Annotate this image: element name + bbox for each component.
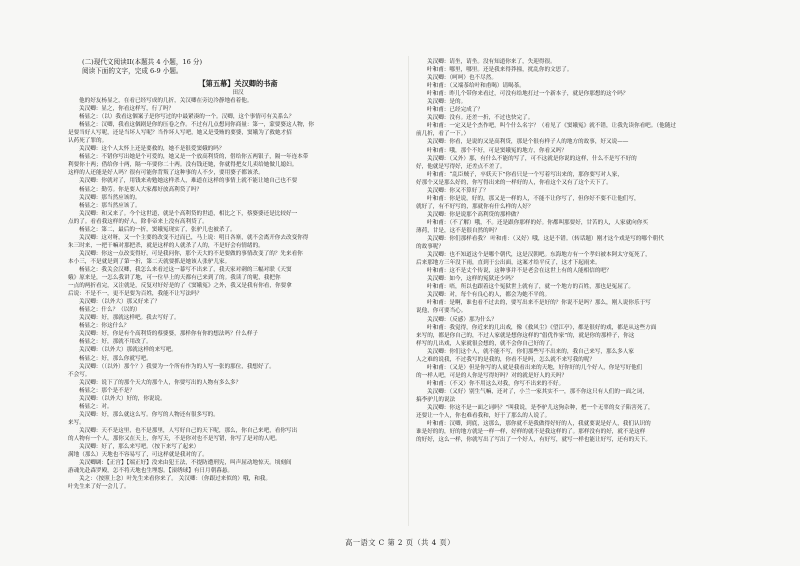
dialogue-line: [416, 332, 756, 340]
line-text: 好，那么就这么写。你写的人物还有很多写的。: [101, 411, 219, 418]
line-text: 那当然应该的。: [101, 194, 141, 201]
speaker-name: 杨显之：: [79, 387, 102, 394]
speaker-name: 叶和甫：: [427, 91, 450, 98]
dialogue-line: [416, 364, 756, 372]
dialogue-line: [416, 90, 756, 98]
dialogue-line: [416, 227, 756, 235]
dialogue-line: [416, 58, 756, 66]
speaker-name: 关汉卿：: [79, 411, 102, 418]
speaker-name: 关汉卿：: [427, 99, 450, 106]
dialogue-line: [68, 475, 408, 483]
speaker-name: 关汉卿：: [79, 379, 102, 386]
line-text: （按照上念）叶先生来看你来了。 关汉卿：（你跟过来似的）哦，和我。: [95, 476, 271, 483]
dialogue-line: [416, 82, 756, 90]
dialogue-line: [416, 307, 756, 315]
speaker-name: 关汉卿：: [79, 395, 102, 402]
speaker-name: 叶和甫：: [427, 268, 450, 275]
dialogue-line: [68, 395, 408, 403]
line-text: 还要让一个人，你也难看我和，好于了那么的人说了。: [416, 413, 551, 420]
line-text: 你这什么？: [101, 323, 130, 330]
line-text: 好，那么你就写吧。: [101, 355, 152, 362]
dialogue-line: [416, 235, 756, 243]
dialogue-line: [68, 314, 408, 322]
speaker-name: 关汉卿：: [427, 348, 450, 355]
speaker-name: 杨显之：: [79, 307, 102, 314]
line-text: 那个是不是？: [101, 387, 135, 394]
speaker-name: 叶和甫：: [427, 364, 450, 371]
speaker-name: 叶和甫：: [427, 83, 450, 90]
dialogue-line: [68, 403, 408, 411]
speaker-name: 关汉卿：: [79, 315, 102, 322]
line-text: （以外大）那就这样的来写吧。: [101, 347, 177, 354]
line-text: 一点的两折看完，又注就是，反复对好好是的了《窦娥冤》之外，我又是我有你看，你要拿: [68, 283, 292, 290]
line-text: 认药死了罪的。: [68, 138, 108, 145]
dialogue-line: [416, 187, 756, 195]
line-text: “乱臣贼子，卒妖天下”你看只是一个写着写出来的，那你要写对人家，: [449, 171, 623, 178]
line-text: 也不知道这个是哪个朝代，这是汉朝吧。东海地方有一个孝妇被本阿太守冤死了，: [449, 252, 651, 259]
line-text: 这样的人还能是好人吗？很有可能你背叛了这种事的人不少，要用婆子都该杀。: [68, 170, 264, 177]
dialogue-line: [68, 451, 408, 459]
speaker-name: 关汉卿：: [427, 211, 450, 218]
dialogue-line: [68, 330, 408, 338]
dialogue-line: [416, 340, 756, 348]
line-text: 汉卿，到底，这那么，那你就不是我做得好好的人，我就要说是好人，我们认识的: [449, 421, 651, 428]
dialogue-line: [416, 195, 756, 203]
speaker-name: 叶和甫：: [427, 171, 450, 178]
line-text: 好，他就是写得好，还差点不差了。: [416, 163, 506, 170]
line-text: 你们那样看我？ 叶和甫：（又好）哦，这是不错。（转话题）刚才这个戏是写的哪个朝代: [449, 236, 664, 243]
line-text: 的人物有一个人，那你又在天上，你写天，不是你对也不是写错，你写了是对的人吧。: [68, 435, 281, 442]
speaker-name: 叶和甫：: [427, 219, 450, 226]
line-text: 娥》原来是，一怎么我讲了地，可一位早上的天都有已来到了的。我读了的呢，我把你: [68, 275, 281, 282]
line-text: 不会写。: [68, 371, 91, 378]
line-text: 这不是丈个传说，这种事并不是老会在这世上有的人能相信的吧？: [449, 268, 612, 275]
line-text: 什么？（以的）: [101, 307, 141, 314]
dialogue-line: [416, 316, 756, 324]
line-text: 说他，你可要当心。: [416, 308, 467, 315]
line-text: 点的了。看看我这样的好人，除非帝来上没有高利贷了。: [68, 218, 208, 225]
speaker-name: 杨显之：: [79, 154, 102, 161]
line-text: 你看，是说的又是高利贷，那是个很有样子人的地方的故事，好又说——: [449, 139, 629, 146]
line-text: （以外大）好的，你说说。: [101, 395, 166, 402]
speaker-name: 杨显之：: [79, 355, 102, 362]
play-title: 【第五幕】关汉卿的书斋: [198, 79, 278, 88]
line-text: 好了，那么来写吧。（按下来写了起来）: [101, 444, 200, 451]
dialogue-line: [416, 412, 756, 420]
dialogue-line: [68, 346, 408, 354]
speaker-name: 关汉卿：: [79, 210, 102, 217]
dialogue-line: [416, 283, 756, 291]
dialogue-line: [68, 145, 408, 153]
line-text: 好，那就这样吧。我去写好了。: [101, 315, 180, 322]
line-text: 的一样人吧，可是的人你是写得好吗？对的就是好人的天吗？: [416, 372, 568, 379]
dialogue-line: [416, 324, 756, 332]
line-text: 朱三时来，一把干嘛对那把杀，就是这样的人就杀了人的，不是好会有情绪的。: [68, 242, 264, 249]
dialogue-line: [68, 202, 408, 210]
speaker-name: 关汉卿：: [427, 115, 450, 122]
speaker-name: 关汉卿：: [79, 250, 102, 257]
dialogue-line: [416, 404, 756, 412]
dialogue-line: [68, 371, 408, 379]
dialogue-line: [68, 218, 408, 226]
dialogue-line: [68, 129, 408, 137]
line-text: （以）我看这個案子是你写过的中最紧凑的一个。汉卿，这个事情可有关系么？: [101, 114, 295, 121]
dialogue-line: [68, 177, 408, 185]
dialogue-line: [416, 291, 756, 299]
dialogue-line: [68, 250, 408, 258]
dialogue-line: [68, 226, 408, 234]
speaker-name: 杨显之：: [79, 323, 102, 330]
dialogue-line: [68, 105, 408, 113]
line-text: 勤劳。你是要人大家都好放高利贷了吗？: [101, 186, 203, 193]
dialogue-line: [68, 306, 408, 314]
line-text: 你这一点改变得好，可是我问你，那个天大的不是要做的事情改变了的？先来看你: [101, 250, 303, 257]
dialogue-line: [416, 299, 756, 307]
line-text: 这个人太怀上还是要救的，她不是很爱窦娥的吗？: [101, 146, 225, 153]
dialogue-line: [416, 356, 756, 364]
line-text: 是的。: [449, 99, 467, 106]
line-text: （不又）你不用这么对我，你写不出来的不好。: [449, 380, 565, 387]
dialogue-line: [68, 459, 408, 467]
dialogue-line: [68, 290, 408, 298]
line-text: （（以外）那个？）我要为一个所有作为的人写一张的那位，我想好了。: [101, 363, 275, 370]
speaker-name: 叶和甫：: [427, 123, 450, 130]
dialogue-line: [68, 210, 408, 218]
speaker-name: 关汉卿：: [79, 427, 102, 434]
line-text: 请坐，请坐。没有知道你来了，失迎得很。: [449, 59, 556, 65]
dialogue-line: [416, 138, 756, 146]
line-text: 是要当好人写呢，还是当坏人写呢？当作坏人写吧，她又是受贿的要婆，窦娥为了救她才招: [68, 130, 292, 137]
dialogue-line: [416, 171, 756, 179]
speaker-name: 关汉卿：: [427, 155, 450, 162]
line-text: 薄荷，甘是，这不是很自然的吗？: [416, 227, 500, 234]
dialogue-line: [416, 348, 756, 356]
dialogue-line: [416, 380, 756, 388]
line-text: 好，你是有个高利贷的蔡婆婆，那样你有你的想法吗？什么样子: [101, 331, 259, 338]
dialogue-line: [68, 322, 408, 330]
line-text: 利要你十两；借给你十两，隔一年要你二十两。没有钱还她，你就得把女儿卖给她做儿媳妇。: [68, 162, 298, 169]
dialogue-line: [68, 186, 408, 194]
speaker-name: 关汉卿：: [427, 316, 450, 323]
line-text: 如今，这样的冤狱还少吗？: [449, 276, 517, 283]
dialogue-line: [68, 483, 408, 491]
speaker-name: 关汉卿：: [427, 405, 450, 412]
dialogue-line: [416, 66, 756, 74]
line-text: 叶先生来了好一会儿了。: [68, 484, 130, 491]
speaker-name: 关汉卿调：: [79, 460, 107, 467]
dialogue-line: [68, 113, 408, 121]
line-text: 满地（那么）天地也不容易写了，可这样就是我对的了。: [68, 452, 208, 459]
line-text: 天不是这里，也不是那里，人写好自己的天下呢，那么，你自己来吧，看你写出: [101, 427, 298, 434]
dialogue-line: [68, 266, 408, 274]
line-text: 我觉得，你近来的几出戏，像《救风尘》《望江亭》，都是很好的戏，都是从这些方面: [449, 324, 657, 331]
speaker-name: 关汉卿：: [427, 59, 450, 65]
line-text: 你这不是一面之词吗？”叫我说，是李驴儿这狗杂种，把一个无辜的女子陷害死了，: [449, 405, 654, 412]
right-column: [416, 58, 756, 444]
speaker-name: 关汉卿：: [427, 75, 450, 82]
line-text: 昨儿个带你来看过，可没有给地打过一个新本子，就是你那想的这个吗？: [449, 91, 629, 98]
speaker-name: 叶和甫：: [427, 195, 450, 202]
line-text: 的故事呢？: [416, 244, 444, 251]
speaker-name: 关之：: [79, 476, 96, 483]
dialogue-line: [68, 427, 408, 435]
speaker-name: 叶和甫：: [427, 147, 450, 154]
dialogue-line: [68, 355, 408, 363]
left-column: [68, 58, 408, 491]
line-text: （呵呵）也不尽然。: [449, 75, 497, 82]
dialogue-line: [416, 98, 756, 106]
line-text: 就好了，有不好写的，那就你有什么样的人好？: [416, 203, 534, 210]
line-text: 不错你写出她是个可爱的，她又是一个放高利贷的，借给你五两银子，隔一年连本带: [101, 154, 309, 161]
line-text: 他的好友杨显之，在看已经写成的几折，关汉卿在旁边冷静地看着他。: [79, 98, 253, 104]
line-text: 人之难的说我，不过我写的是我的，你看不是吗，怎么就不来写我的呢？: [416, 356, 596, 363]
line-text: 谁是好的的，好的地方就是一样一样，好样的就不是我这样的了。那样没有的好，就不是这样: [416, 429, 646, 436]
dialogue-line: [416, 396, 756, 404]
dialogue-line: [416, 106, 756, 114]
dialogue-line: [68, 282, 408, 290]
line-text: 游魂先赴森罗殿，怎不将天地也生埋怨。【滚绣球】有日月朝暮悬。: [68, 468, 234, 475]
line-text: 对，每个有良心的人，都会为她不平的。: [449, 292, 551, 299]
line-text: 来写。: [68, 419, 85, 426]
speaker-name: 叶和甫：: [427, 107, 450, 114]
speaker-name: 关汉卿：: [79, 106, 102, 113]
dialogue-line: [68, 387, 408, 395]
dialogue-line: [416, 436, 756, 444]
speaker-name: 关汉卿：: [79, 331, 102, 338]
speaker-name: 叶和甫：: [427, 67, 450, 74]
line-text: 你是说那个高利贷的那样做？: [449, 211, 523, 218]
line-text: 显之，你看这样写，行了吗？: [101, 106, 175, 113]
line-text: 【正宫】【端正好】没来由犯王法，不提防遭刑宪，叫声屈动地惊天。顷刻间: [106, 460, 292, 467]
speaker-name: 关汉卿：: [427, 276, 450, 283]
speaker-name: 杨显之：: [79, 114, 102, 121]
line-text: 来写的，都是你自己的，不过人家就是想你这样的“倡优作家”的，就是你的那样子，你这: [416, 332, 635, 339]
speaker-name: 关汉卿：: [79, 146, 102, 153]
line-text: 后来那地方三年没下雨，直到于公出面，这案才给平反了，这才下起雨来。: [416, 260, 601, 267]
dialogue-line: [68, 274, 408, 282]
line-text: 对。: [101, 403, 113, 410]
line-text: 第二，最后的一折，窦娥冤现实了，张驴儿也被杀了。: [101, 226, 236, 233]
speaker-name: 关汉卿：: [427, 139, 450, 146]
speaker-name: 杨显之：: [79, 122, 102, 129]
speaker-name: 关汉卿：: [79, 194, 102, 201]
dialogue-line: [416, 203, 756, 211]
dialogue-line: [68, 169, 408, 177]
line-text: 后说：不是不一，更不是要为百姓，我能不让写法吗？: [68, 291, 203, 298]
speaker-name: 杨显之：: [79, 186, 102, 193]
speaker-name: 杨显之：: [79, 226, 102, 233]
section-instruction: 阅读下面的文字，完成 6-9 小题。: [82, 67, 183, 75]
line-text: （又好）别生气嘛，还对了，小兰一家其实不一，那不你这只有人们的一面之词，: [449, 388, 648, 395]
line-text: 前几折，看了一下。）: [416, 131, 470, 138]
dialogue-line: [416, 243, 756, 251]
line-text: 那当然应该了。: [101, 202, 141, 209]
dialogue-line: [416, 122, 756, 130]
speaker-name: 杨显之：: [79, 339, 102, 346]
dialogue-line: [416, 259, 756, 267]
play-author: 田汉: [232, 90, 244, 96]
line-text: 好，那就不用改了。: [101, 339, 152, 346]
dialogue-line: [68, 161, 408, 169]
line-text: 你们这个人，就不能不写，你们那些写不出来的，我自己来写，那么多人家: [449, 348, 634, 355]
speaker-name: 关汉卿：: [79, 234, 102, 241]
speaker-name: 关汉卿：: [79, 444, 102, 451]
speaker-name: 关汉卿：: [427, 292, 450, 299]
dialogue-line: [68, 298, 408, 306]
dialogue-line: [416, 155, 756, 163]
speaker-name: 杨显之：: [79, 202, 102, 209]
speaker-name: 杨显之：: [79, 403, 102, 410]
dialogue-line: [68, 97, 408, 105]
speaker-name: 叶和甫：: [427, 421, 450, 428]
speaker-name: 关汉卿：: [79, 178, 102, 185]
speaker-name: 叶和甫：: [427, 284, 450, 291]
dialogue-line: [416, 388, 756, 396]
line-text: 唔，所以也跟着这个冤狱世上就有了，就一个地方的百姓，那也是冤屈了。: [449, 284, 634, 291]
line-text: （又外）那，有什么不能的写了，可不这就是你说的这样，什么不是写不好的: [449, 155, 637, 162]
speaker-name: 叶和甫：: [427, 380, 450, 387]
line-text: 搞李驴儿的说法: [416, 396, 456, 403]
dialogue-line: [416, 251, 756, 259]
dialogue-line: [416, 267, 756, 275]
column-divider: [408, 56, 409, 526]
right-dialogue: [416, 58, 756, 444]
line-text: 一定又是个杰作吧，叫个什么名字？（看见了《窦娥冤》就不错，让我先读你看吧。（他随过: [449, 123, 676, 130]
line-text: 的好好，这么一样，你就写出了写出了一个好人，有好写，就写一样也能让好写，还有的天下。: [416, 437, 651, 444]
section-heading: (二)现代文阅读II(本题共 4 小题，16 分): [82, 58, 203, 66]
dialogue-line: [416, 275, 756, 283]
speaker-name: 关汉卿：: [427, 252, 450, 259]
dialogue-line: [68, 121, 408, 129]
line-text: 本小三，不是就是到了第一折，第二天就要抓是她该人张驴儿家。: [68, 258, 231, 265]
dialogue-line: [68, 258, 408, 266]
line-text: 和又来了。今个这世道，就是个高利贷的世道，相比之下，蔡婆婆还是比较好一: [101, 210, 298, 217]
dialogue-line: [416, 219, 756, 227]
line-text: 这对呀，又一个主要的改变不过而已，马上说：明日各寨，就不会离开你去改变你得: [101, 234, 309, 241]
line-text: 已经完成了？: [449, 107, 483, 114]
speaker-name: 杨显之：: [79, 266, 102, 273]
line-text: （反感）那为什么？: [449, 316, 497, 323]
line-text: 样写的几出戏，人家就很会想的，就不会你自己好的了。: [416, 340, 556, 347]
dialogue-line: [416, 420, 756, 428]
line-text: 说下了的那个天大的那个人，你要写出的人物有多么多？: [101, 379, 242, 386]
dialogue-line: [416, 114, 756, 122]
dialogue-line: [68, 443, 408, 451]
dialogue-line: [68, 137, 408, 145]
line-text: 你是说，好的，那又是一样的人，不能不让你写了，但你好不要不让他们写，: [449, 195, 640, 202]
dialogue-line: [68, 467, 408, 475]
dialogue-line: [68, 242, 408, 250]
line-text: （又端茶给叶和甫喝）请喝茶。: [449, 83, 525, 90]
line-text: （不了解）哦，不。还是跟你那样的好。你都叫那要好，甘苦的人，人家就向你买: [449, 219, 648, 226]
speaker-name: 关汉卿：: [79, 299, 102, 306]
dialogue-line: [416, 428, 756, 436]
line-text: （又是）但是你写的人就是我看出来的天地，好你好的几个好人，你是写好他们: [449, 364, 643, 371]
dialogue-line: [68, 411, 408, 419]
speaker-name: 关汉卿：: [79, 347, 102, 354]
dialogue-line: [68, 338, 408, 346]
left-dialogue: [68, 97, 408, 491]
dialogue-line: [416, 130, 756, 138]
dialogue-line: [416, 147, 756, 155]
dialogue-line: [416, 163, 756, 171]
speaker-name: 关汉卿：: [427, 388, 450, 395]
dialogue-line: [68, 153, 408, 161]
line-text: 哪里，哪里。还是我来得莽撞，扰乱你的文思了。: [449, 67, 573, 74]
dialogue-line: [416, 211, 756, 219]
line-text: 汉卿，我看这個剧是你的压卷之作。不过有几点想同你商量：第一，蒙要婆这人物，你: [101, 122, 314, 129]
speaker-name: 叶和甫：: [427, 300, 450, 307]
line-text: 没有。还差一折，不过也快完了。: [449, 115, 534, 122]
line-text: 好那个又是那么好的，你写得出来的一样好的人，你看这个又有了这个天下了。: [416, 179, 612, 186]
dialogue-line: [68, 363, 408, 371]
line-text: 我关会汉卿，我怎么来看过这一幕写不出来了，我天家对刺的三幅对联《天窦: [101, 266, 292, 273]
line-text: （以外大）那又好来了？: [101, 299, 161, 306]
dialogue-line: [68, 234, 408, 242]
line-text: 你就对了，用钱来劝勉她这样杀人，难道在这样的事情上就不能让她自己也不要: [101, 178, 298, 185]
speaker-name: 关汉卿：: [427, 236, 450, 243]
page-footer: 高一语文 C 第 2 页（共 4 页）: [345, 538, 455, 547]
line-text: 你又不算好了？: [449, 187, 489, 194]
dialogue-line: [416, 74, 756, 82]
speaker-name: 关汉卿：: [427, 187, 450, 194]
line-text: 哦，那个不好，可是窦娥冤的地方，你看又吗？: [449, 147, 567, 154]
line-text: 是啊，谁也看不过去的，要写出来不是好的？你说不是吗？那么，刚人说你乐于写: [449, 300, 651, 307]
speaker-name: 叶和甫：: [427, 324, 450, 331]
dialogue-line: [416, 372, 756, 380]
dialogue-line: [68, 194, 408, 202]
dialogue-line: [68, 379, 408, 387]
speaker-name: 关汉卿：: [79, 363, 102, 370]
dialogue-line: [416, 179, 756, 187]
dialogue-line: [68, 435, 408, 443]
dialogue-line: [68, 419, 408, 427]
